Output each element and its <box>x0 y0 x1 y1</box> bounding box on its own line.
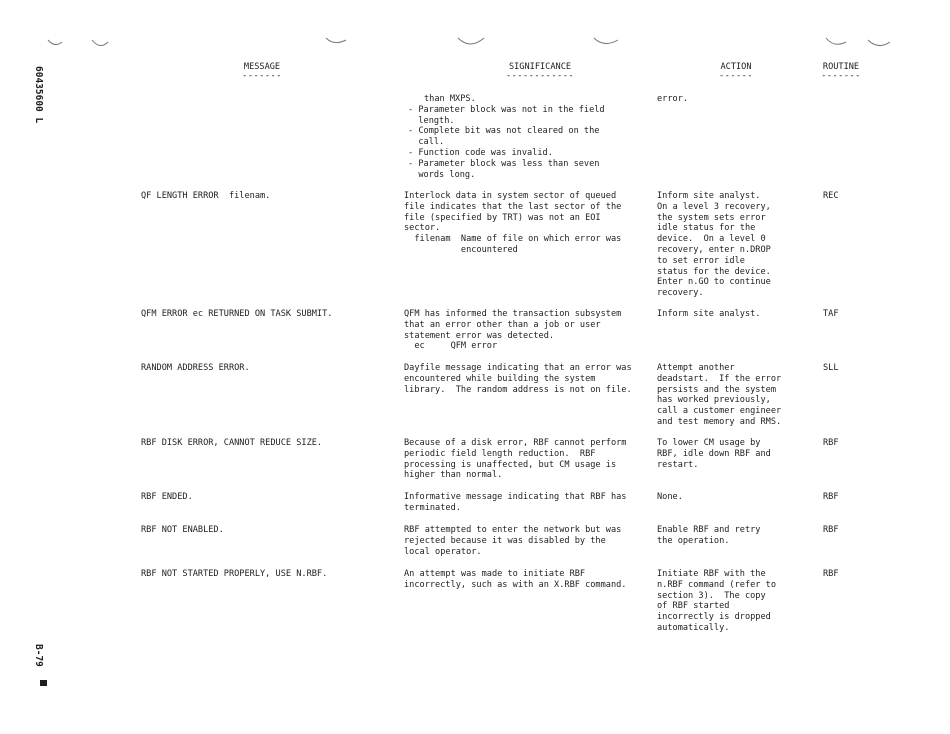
sig-line: RBF attempted to enter the network but was <box>404 525 622 535</box>
row-significance <box>404 309 621 352</box>
row-routine: RBF <box>823 569 839 579</box>
cont-sig-line: - Function code was invalid. <box>408 147 553 158</box>
action-line: recovery. <box>657 288 704 299</box>
sig-line: Interlock data in system sector of queued <box>404 191 617 201</box>
header-routine-label: ROUTINE <box>822 62 860 72</box>
action-line: idle status for the <box>657 223 756 234</box>
sig-line: file indicates that the last sector of the <box>404 201 622 212</box>
row-significance <box>404 191 621 256</box>
punch-mark-6 <box>826 38 846 44</box>
row-message: RANDOM ADDRESS ERROR. <box>141 363 250 373</box>
continuation-significance <box>408 94 605 180</box>
action-line: the operation. <box>657 535 730 546</box>
sig-line: local operator. <box>404 546 482 557</box>
action-line: to set error idle <box>657 255 745 266</box>
punch-mark-1 <box>48 40 62 45</box>
sig-line: rejected because it was disabled by the <box>404 535 606 546</box>
punch-mark-2 <box>92 40 108 46</box>
row-action <box>657 438 771 470</box>
action-line: recovery, enter n.DROP <box>657 244 771 255</box>
row-significance <box>404 363 632 395</box>
row-significance <box>404 492 626 514</box>
action-line: On a level 3 recovery, <box>657 201 771 212</box>
cont-sig-line: - Parameter block was not in the field <box>408 104 605 115</box>
sig-line: file (specified by TRT) was not an EOI <box>404 212 601 223</box>
row-significance <box>404 525 621 557</box>
cont-action-line: error. <box>657 94 689 104</box>
sig-line: ec QFM error <box>404 341 498 352</box>
row-significance <box>404 438 626 481</box>
sig-line: Informative message indicating that RBF has <box>404 492 627 502</box>
row-routine: RBF <box>823 525 839 535</box>
header-routine <box>811 62 871 80</box>
sig-line: Because of a disk error, RBF cannot perform <box>404 438 627 448</box>
row-message: RBF ENDED. <box>141 492 193 502</box>
header-routine-underline: ------- <box>821 70 861 81</box>
action-line: None. <box>657 492 683 502</box>
action-line: of RBF started <box>657 601 730 612</box>
header-message-underline: ------- <box>242 70 282 81</box>
cont-sig-line: than MXPS. <box>424 94 476 104</box>
action-line: n.RBF command (refer to <box>657 579 776 590</box>
action-line: section 3). The copy <box>657 590 766 601</box>
row-action <box>657 191 771 299</box>
page-number: B-79 <box>32 644 44 667</box>
punch-mark-7 <box>868 40 890 46</box>
punch-mark-3 <box>326 38 346 43</box>
action-line: incorrectly is dropped <box>657 612 771 623</box>
document-number: 60435600 L <box>32 66 44 124</box>
row-message: RBF NOT ENABLED. <box>141 525 224 535</box>
row-action <box>657 309 760 320</box>
sig-line: incorrectly, such as with an X.RBF command. <box>404 579 627 590</box>
sig-line: sector. <box>404 223 441 234</box>
sig-line: that an error other than a job or user <box>404 319 601 330</box>
action-line: To lower CM usage by <box>657 438 761 448</box>
sig-line: periodic field length reduction. RBF <box>404 448 596 459</box>
action-line: device. On a level 0 <box>657 234 766 245</box>
action-line: Attempt another <box>657 363 735 373</box>
header-action-label: ACTION <box>720 62 752 72</box>
action-line: RBF, idle down RBF and <box>657 448 771 459</box>
action-line: status for the device. <box>657 266 771 277</box>
row-routine: REC <box>823 191 839 201</box>
action-line: the system sets error <box>657 212 766 223</box>
header-message <box>232 62 292 80</box>
sig-line: encountered while building the system <box>404 373 596 384</box>
row-message: RBF NOT STARTED PROPERLY, USE N.RBF. <box>141 569 328 579</box>
row-action <box>657 363 781 428</box>
action-line: restart. <box>657 459 699 470</box>
cont-sig-line: length. <box>408 115 455 126</box>
cont-sig-line: - Complete bit was not cleared on the <box>408 126 600 137</box>
sig-line: processing is unaffected, but CM usage is <box>404 459 617 470</box>
row-routine: SLL <box>823 363 839 373</box>
continuation-action <box>657 94 688 105</box>
action-line: Enable RBF and retry <box>657 525 761 535</box>
sig-line: library. The random address is not on file. <box>404 384 632 395</box>
sig-line: Dayfile message indicating that an error was <box>404 363 632 373</box>
header-significance <box>498 62 582 80</box>
row-message: QF LENGTH ERROR filenam. <box>141 191 271 201</box>
sig-line: QFM has informed the transaction subsystem <box>404 309 622 319</box>
punch-mark-5 <box>594 38 618 44</box>
action-line: Inform site analyst. <box>657 191 761 201</box>
row-action <box>657 569 776 634</box>
punch-hole-marks <box>0 0 950 60</box>
action-line: persists and the system <box>657 384 776 395</box>
header-significance-underline: ------------ <box>505 70 575 81</box>
page-bar-mark <box>40 680 47 686</box>
row-message: RBF DISK ERROR, CANNOT REDUCE SIZE. <box>141 438 323 448</box>
sig-line: terminated. <box>404 502 461 513</box>
action-line: Enter n.GO to continue <box>657 277 771 288</box>
sig-line: statement error was detected. <box>404 330 555 341</box>
action-line: has worked previously, <box>657 395 771 406</box>
header-significance-label: SIGNIFICANCE <box>508 62 572 72</box>
action-line: Inform site analyst. <box>657 309 761 319</box>
header-action-underline: ------ <box>718 70 754 81</box>
row-routine: RBF <box>823 492 839 502</box>
row-message: QFM ERROR ec RETURNED ON TASK SUBMIT. <box>141 309 333 319</box>
action-line: deadstart. If the error <box>657 373 782 384</box>
sig-line: filenam Name of file on which error was <box>404 234 622 245</box>
action-line: Initiate RBF with the <box>657 569 766 579</box>
sig-line: higher than normal. <box>404 470 503 481</box>
action-line: call a customer engineer <box>657 406 782 417</box>
row-routine: TAF <box>823 309 839 319</box>
sig-line: encountered <box>404 244 518 255</box>
cont-sig-line: call. <box>408 137 445 148</box>
action-line: automatically. <box>657 622 730 633</box>
row-routine: RBF <box>823 438 839 448</box>
row-significance <box>404 569 626 591</box>
header-action <box>708 62 764 80</box>
header-message-label: MESSAGE <box>243 62 281 72</box>
punch-mark-4 <box>458 38 484 44</box>
action-line: and test memory and RMS. <box>657 416 782 427</box>
sig-line: An attempt was made to initiate RBF <box>404 569 586 579</box>
row-action <box>657 492 683 503</box>
cont-sig-line: words long. <box>408 169 476 180</box>
cont-sig-line: - Parameter block was less than seven <box>408 158 600 169</box>
row-action <box>657 525 760 547</box>
